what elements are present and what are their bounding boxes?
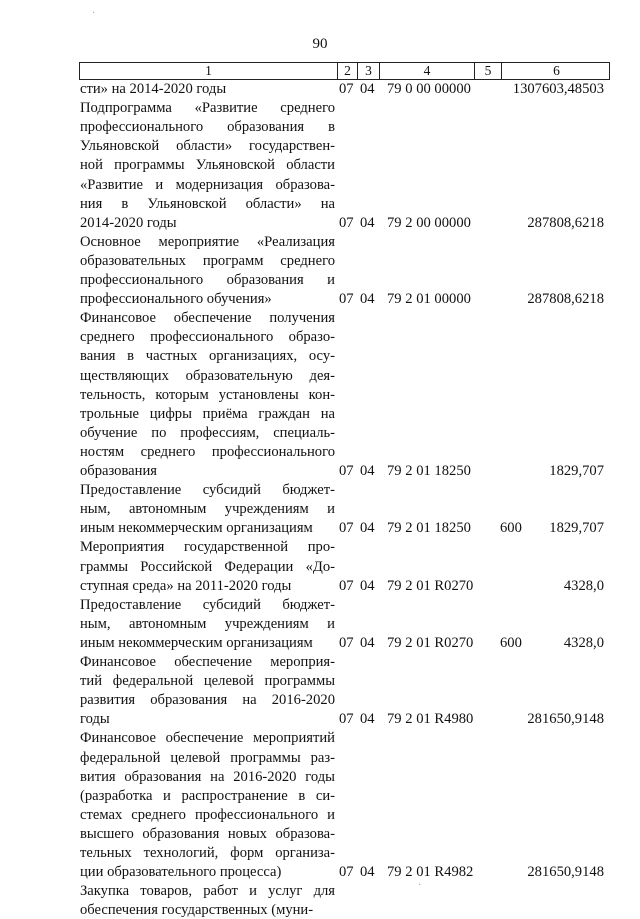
row-text-line: ступная среда» на 2011-2020 годы bbox=[80, 577, 292, 594]
row-text-line: высшего образования новых образова- bbox=[80, 825, 335, 842]
row-text-line: ностям среднего профессионального bbox=[80, 443, 335, 460]
row-text-line: иным некоммерческим организациям bbox=[80, 634, 313, 651]
row-text-line: ции образовательного процесса) bbox=[80, 864, 282, 881]
target-article-code: 79 2 01 R4980 bbox=[387, 711, 474, 728]
subsection-code: 04 bbox=[360, 711, 375, 728]
row-text-line: вания в частных организациях, осу- bbox=[80, 348, 335, 365]
row-amount: 287808,6218 bbox=[527, 214, 604, 231]
row-text-line: стемах среднего профессионального и bbox=[80, 806, 335, 823]
row-text-line: ществляющих образовательную дея- bbox=[80, 367, 335, 384]
subsection-code: 04 bbox=[360, 81, 375, 97]
row-text-line: тельных технологий, форм организа- bbox=[80, 845, 335, 861]
row-text-line: развития образования на 2016-2020 bbox=[80, 692, 335, 709]
row-text-line: Предоставление субсидий бюджет- bbox=[80, 482, 335, 499]
row-text-line: тий федеральной целевой программы bbox=[80, 673, 335, 690]
row-text-line: ным, автономным учреждениям и bbox=[80, 501, 335, 518]
row-text-line: граммы Российской Федерации «До- bbox=[80, 558, 335, 575]
row-text-line: образовательных программ среднего bbox=[80, 252, 335, 269]
row-text-line: образования bbox=[80, 463, 157, 479]
subsection-code: 04 bbox=[360, 214, 375, 231]
target-article-code: 79 2 01 R0270 bbox=[387, 634, 474, 651]
row-amount: 4328,0 bbox=[563, 634, 604, 651]
scan-mark: · bbox=[92, 8, 96, 19]
row-amount: 287808,6218 bbox=[527, 291, 604, 308]
target-article-code: 79 2 01 R0270 bbox=[387, 577, 474, 594]
row-text-line: Основное мероприятие «Реализация bbox=[80, 233, 335, 250]
row-text-line: годы bbox=[80, 711, 110, 728]
section-code: 07 bbox=[339, 864, 354, 881]
subsection-code: 04 bbox=[360, 864, 375, 881]
row-text-line: ной программы Ульяновской области bbox=[80, 157, 335, 174]
section-code: 07 bbox=[339, 81, 354, 97]
expense-type-code: 600 bbox=[500, 520, 522, 537]
row-text-line: (разработка и распространение в си- bbox=[80, 787, 335, 804]
row-text-line: профессионального образования в bbox=[80, 119, 335, 136]
row-text-line: среднего профессионального образо- bbox=[80, 329, 335, 346]
row-text-line: Ульяновской области» государствен- bbox=[80, 138, 335, 155]
expense-type-code: 600 bbox=[500, 634, 522, 651]
subsection-code: 04 bbox=[360, 463, 375, 479]
target-article-code: 79 2 01 00000 bbox=[387, 291, 471, 308]
subsection-code: 04 bbox=[360, 291, 375, 308]
header-col-5: 5 bbox=[474, 63, 501, 79]
section-code: 07 bbox=[339, 634, 354, 651]
header-col-6: 6 bbox=[501, 63, 611, 79]
header-col-1: 1 bbox=[205, 63, 212, 78]
section-code: 07 bbox=[339, 520, 354, 537]
row-amount: 1307603,48503 bbox=[512, 81, 604, 97]
subsection-code: 04 bbox=[360, 520, 375, 537]
row-amount: 4328,0 bbox=[563, 577, 604, 594]
target-article-code: 79 0 00 00000 bbox=[387, 81, 471, 97]
target-article-code: 79 2 01 18250 bbox=[387, 520, 471, 537]
row-text-line: «Развитие и модернизация образова- bbox=[80, 176, 335, 193]
row-amount: 281650,9148 bbox=[527, 864, 604, 881]
row-text-line: профессионального обучения» bbox=[80, 291, 272, 308]
section-code: 07 bbox=[339, 711, 354, 728]
section-code: 07 bbox=[339, 291, 354, 308]
row-text-line: федеральной целевой программы раз- bbox=[80, 749, 335, 766]
row-text-line: обучение по профессиям, специаль- bbox=[80, 424, 335, 441]
row-text-line: Финансовое обеспечение мероприя- bbox=[80, 654, 335, 670]
row-text-line: ным, автономным учреждениям и bbox=[80, 615, 335, 632]
row-text-line: тельность, которым установлены кон- bbox=[80, 386, 335, 403]
header-col-2: 2 bbox=[337, 63, 357, 79]
section-code: 07 bbox=[339, 214, 354, 231]
section-code: 07 bbox=[339, 463, 354, 479]
row-text-line: профессионального образования и bbox=[80, 272, 335, 288]
row-text-line: обеспечения государственных (муни- bbox=[80, 902, 314, 919]
row-amount: 1829,707 bbox=[549, 463, 604, 479]
row-amount: 1829,707 bbox=[549, 520, 604, 537]
row-text-line: Закупка товаров, работ и услуг для bbox=[80, 883, 335, 900]
target-article-code: 79 2 01 R4982 bbox=[387, 864, 474, 881]
row-amount: 281650,9148 bbox=[527, 711, 604, 728]
row-text-line: Финансовое обеспечение получения bbox=[80, 310, 335, 327]
row-text-line: ния в Ульяновской области» на bbox=[80, 195, 335, 212]
table-header bbox=[79, 62, 610, 80]
subsection-code: 04 bbox=[360, 577, 375, 594]
page-number: 90 bbox=[312, 36, 328, 52]
row-text-line: Мероприятия государственной про- bbox=[80, 539, 335, 556]
section-code: 07 bbox=[339, 577, 354, 594]
target-article-code: 79 2 01 18250 bbox=[387, 463, 471, 479]
header-col-4: 4 bbox=[379, 63, 474, 79]
header-col-3: 3 bbox=[357, 63, 379, 79]
row-text-line: Финансовое обеспечение мероприятий bbox=[80, 730, 335, 747]
row-text-line: Подпрограмма «Развитие среднего bbox=[80, 100, 335, 117]
row-text-line: Предоставление субсидий бюджет- bbox=[80, 596, 335, 613]
row-text-line: трольные цифры приёма граждан на bbox=[80, 405, 335, 422]
row-text-line: 2014-2020 годы bbox=[80, 214, 177, 231]
row-text-line: вития образования на 2016-2020 годы bbox=[80, 768, 335, 785]
scan-mark: · bbox=[418, 880, 422, 891]
row-text-line: иным некоммерческим организациям bbox=[80, 520, 313, 537]
row-text-line: сти» на 2014-2020 годы bbox=[80, 81, 227, 97]
target-article-code: 79 2 00 00000 bbox=[387, 214, 471, 231]
subsection-code: 04 bbox=[360, 634, 375, 651]
